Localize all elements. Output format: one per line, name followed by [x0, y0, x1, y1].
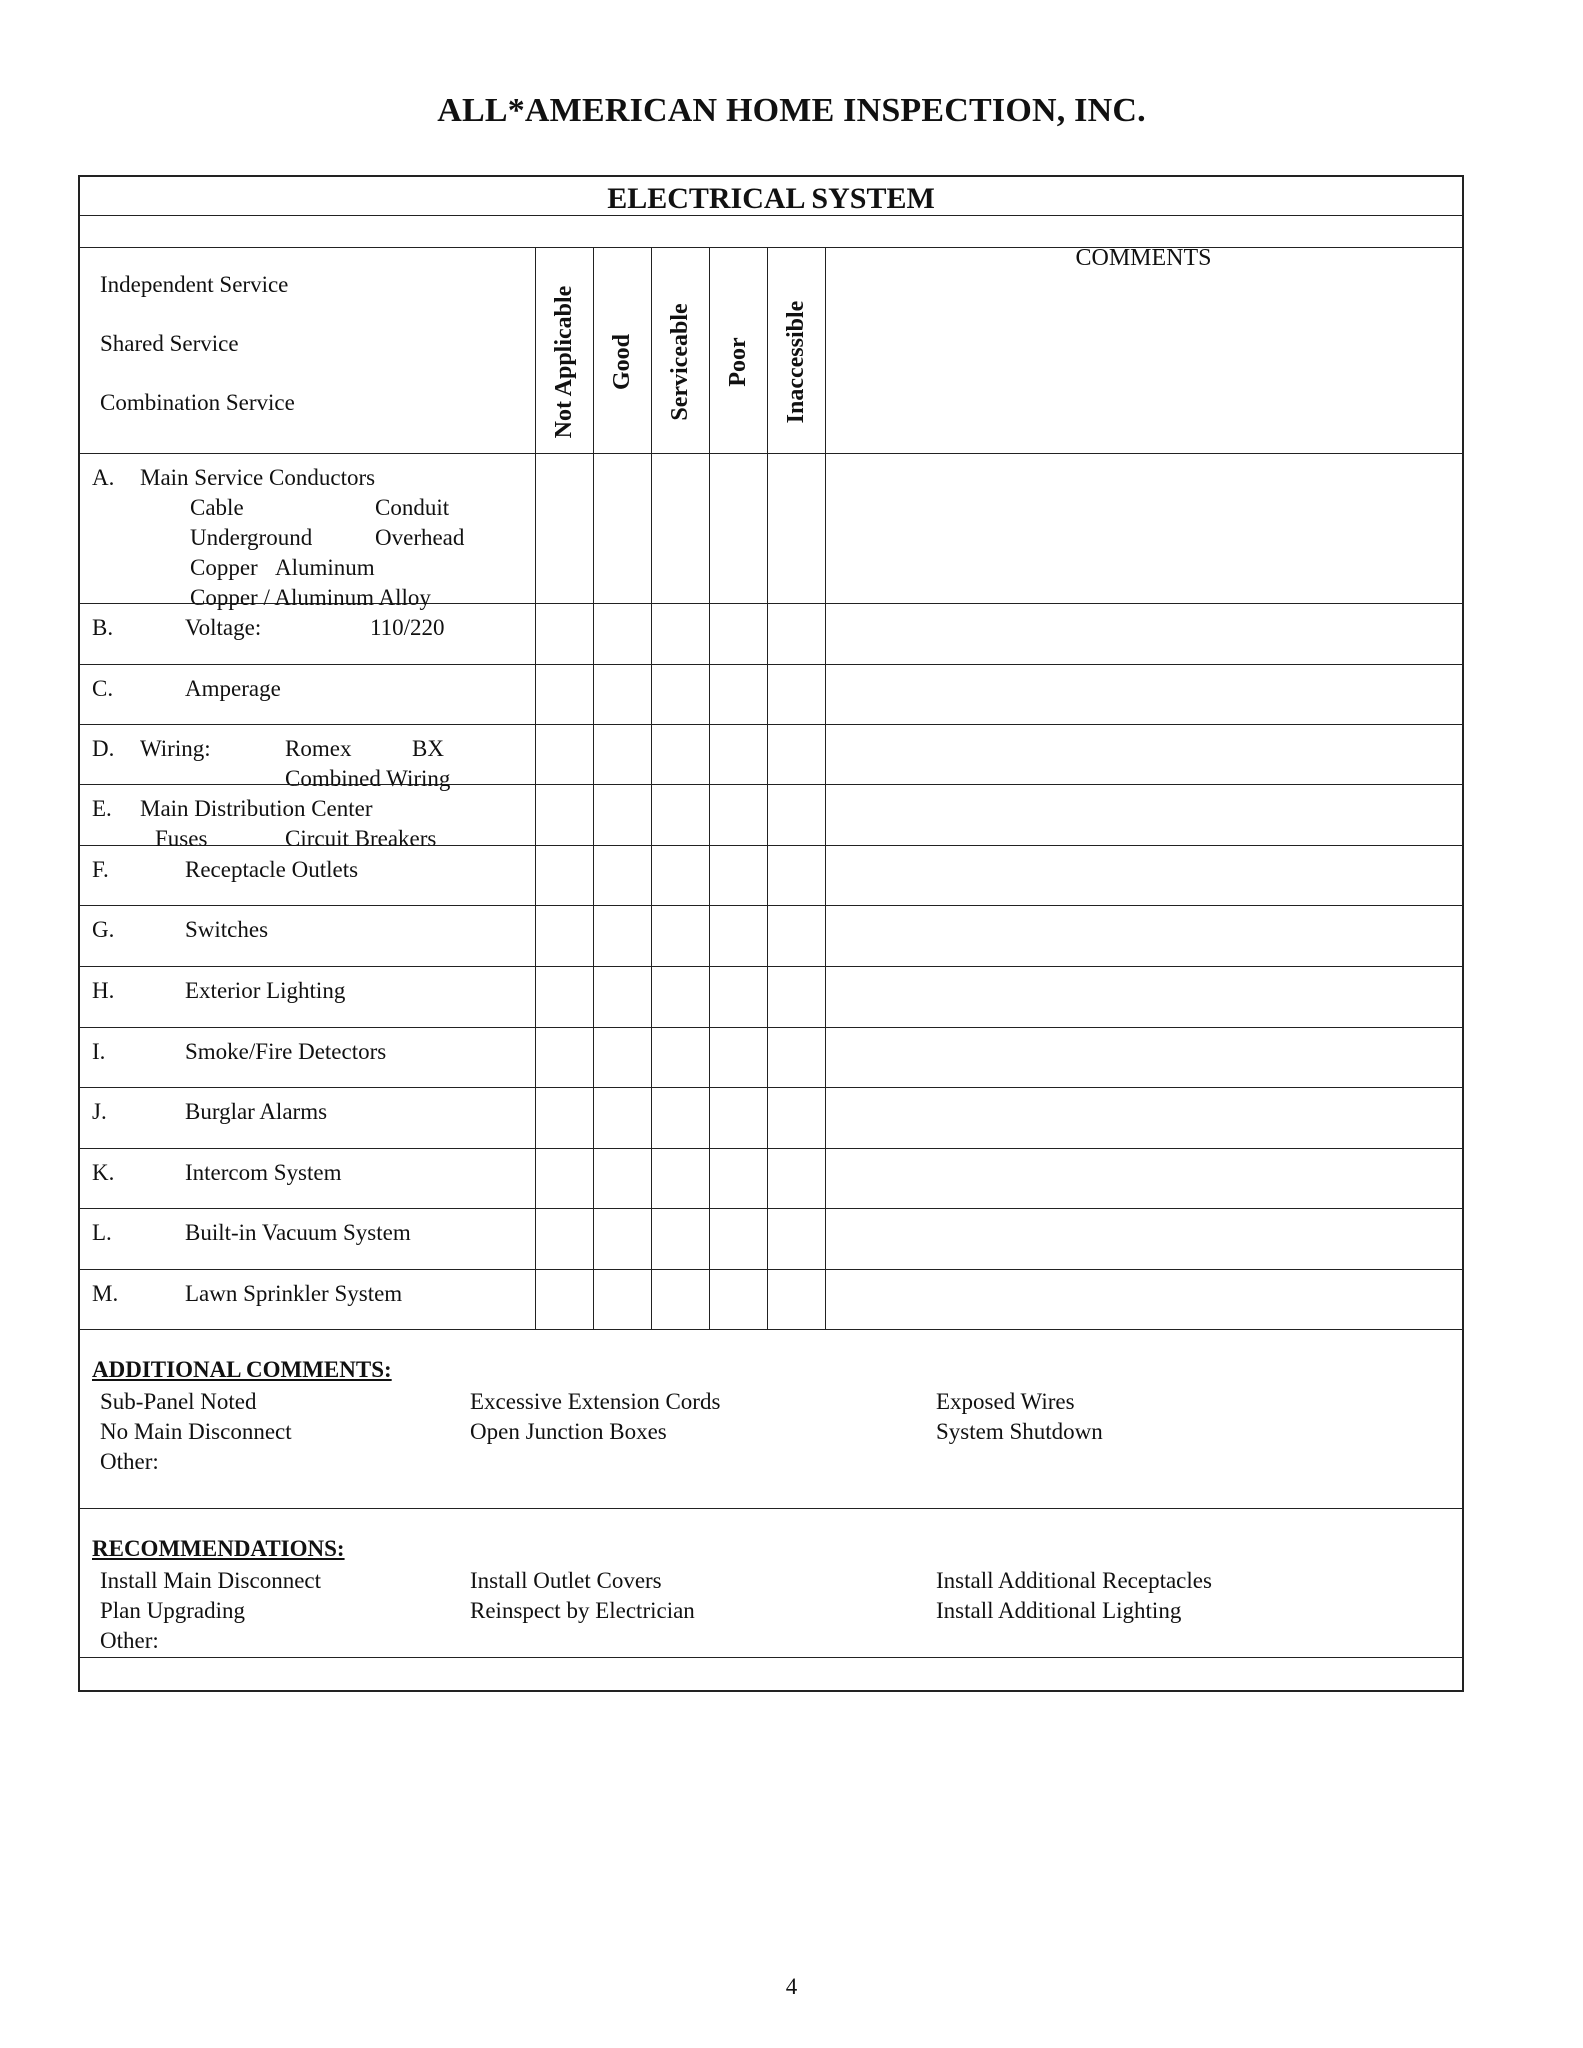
item-letter: G. [92, 917, 115, 942]
item-letter: J. [92, 1099, 107, 1124]
column-line [535, 247, 536, 1329]
item-letter: D. [92, 736, 115, 761]
item-letter: C. [92, 676, 114, 701]
electrical-system-form [78, 175, 1464, 1692]
item-text: Underground [190, 525, 313, 550]
item-letter: E. [92, 796, 112, 821]
recommendations-label: RECOMMENDATIONS: [92, 1536, 345, 1561]
column-line [767, 247, 768, 1329]
item-text: Cable [190, 495, 244, 520]
item-letter: I. [92, 1039, 106, 1064]
rule-line [80, 1329, 1462, 1330]
item-text: Exterior Lighting [185, 978, 346, 1003]
column-line [651, 247, 652, 1329]
column-line [709, 247, 710, 1329]
item-text: Wiring: [140, 736, 211, 761]
rule-line [80, 215, 1462, 216]
additional_comments-option: Other: [100, 1449, 159, 1474]
item-text: Built-in Vacuum System [185, 1220, 411, 1245]
item-text: BX [412, 736, 444, 761]
additional_comments-option: No Main Disconnect [100, 1419, 292, 1444]
service-type-label: Shared Service [100, 331, 239, 356]
rule-line [80, 664, 1462, 665]
column-header-serviceable: Serviceable [667, 303, 693, 421]
rule-line [80, 966, 1462, 967]
item-text: Copper / Aluminum Alloy [190, 585, 431, 610]
item-text: Circuit Breakers [285, 826, 437, 851]
column-header-poor: Poor [725, 337, 751, 387]
recommendations-option: Install Outlet Covers [470, 1568, 662, 1593]
column-line [825, 247, 826, 1329]
item-text: Smoke/Fire Detectors [185, 1039, 387, 1064]
item-letter: A. [92, 465, 115, 490]
item-letter: H. [92, 978, 115, 1003]
section-title: ELECTRICAL SYSTEM [607, 182, 935, 215]
item-letter: B. [92, 615, 114, 640]
additional_comments-label: ADDITIONAL COMMENTS: [92, 1357, 392, 1382]
rule-line [80, 724, 1462, 725]
item-letter: M. [92, 1281, 119, 1306]
comments-header: COMMENTS [1075, 245, 1212, 271]
item-text: Overhead [375, 525, 465, 550]
column-header-not-applicable: Not Applicable [551, 285, 577, 439]
item-text: Fuses [155, 826, 208, 851]
item-text: Receptacle Outlets [185, 857, 359, 882]
recommendations-option: Plan Upgrading [100, 1598, 246, 1623]
recommendations-option: Install Main Disconnect [100, 1568, 322, 1593]
additional_comments-option: Excessive Extension Cords [470, 1389, 721, 1414]
recommendations-option: Install Additional Receptacles [936, 1568, 1212, 1593]
rule-line [80, 453, 1462, 454]
item-letter: L. [92, 1220, 112, 1245]
item-text: Switches [185, 917, 269, 942]
page-number: 4 [785, 1974, 798, 1999]
item-text: Romex [285, 736, 352, 761]
item-text: Main Service Conductors [140, 465, 376, 490]
rule-line [80, 1027, 1462, 1028]
item-letter: F. [92, 857, 109, 882]
recommendations-option: Install Additional Lighting [936, 1598, 1182, 1623]
rule-line [80, 905, 1462, 906]
item-text: Voltage: [185, 615, 262, 640]
item-text: Intercom System [185, 1160, 342, 1185]
recommendations-option: Reinspect by Electrician [470, 1598, 695, 1623]
additional_comments-option: System Shutdown [936, 1419, 1103, 1444]
service-type-label: Independent Service [100, 272, 289, 297]
item-text: Combined Wiring [285, 766, 451, 791]
item-text: Burglar Alarms [185, 1099, 328, 1124]
rule-line [80, 1269, 1462, 1270]
item-letter: K. [92, 1160, 115, 1185]
additional_comments-option: Open Junction Boxes [470, 1419, 667, 1444]
item-text: 110/220 [370, 615, 445, 640]
column-line [593, 247, 594, 1329]
item-text: Lawn Sprinkler System [185, 1281, 403, 1306]
item-text: Conduit [375, 495, 450, 520]
item-text: Main Distribution Center [140, 796, 373, 821]
service-type-label: Combination Service [100, 390, 295, 415]
column-header-good: Good [609, 333, 635, 391]
rule-line [80, 1657, 1462, 1658]
item-text: Copper [190, 555, 258, 580]
rule-line [80, 1208, 1462, 1209]
recommendations-option: Other: [100, 1628, 159, 1653]
company-name: ALL*AMERICAN HOME INSPECTION, INC. [437, 92, 1146, 129]
rule-line [80, 1087, 1462, 1088]
rule-line [80, 1148, 1462, 1149]
item-text: Amperage [185, 676, 281, 701]
column-header-inaccessible: Inaccessible [783, 300, 809, 424]
additional_comments-option: Exposed Wires [936, 1389, 1075, 1414]
item-text: Aluminum [275, 555, 375, 580]
rule-line [80, 1508, 1462, 1509]
additional_comments-option: Sub-Panel Noted [100, 1389, 257, 1414]
